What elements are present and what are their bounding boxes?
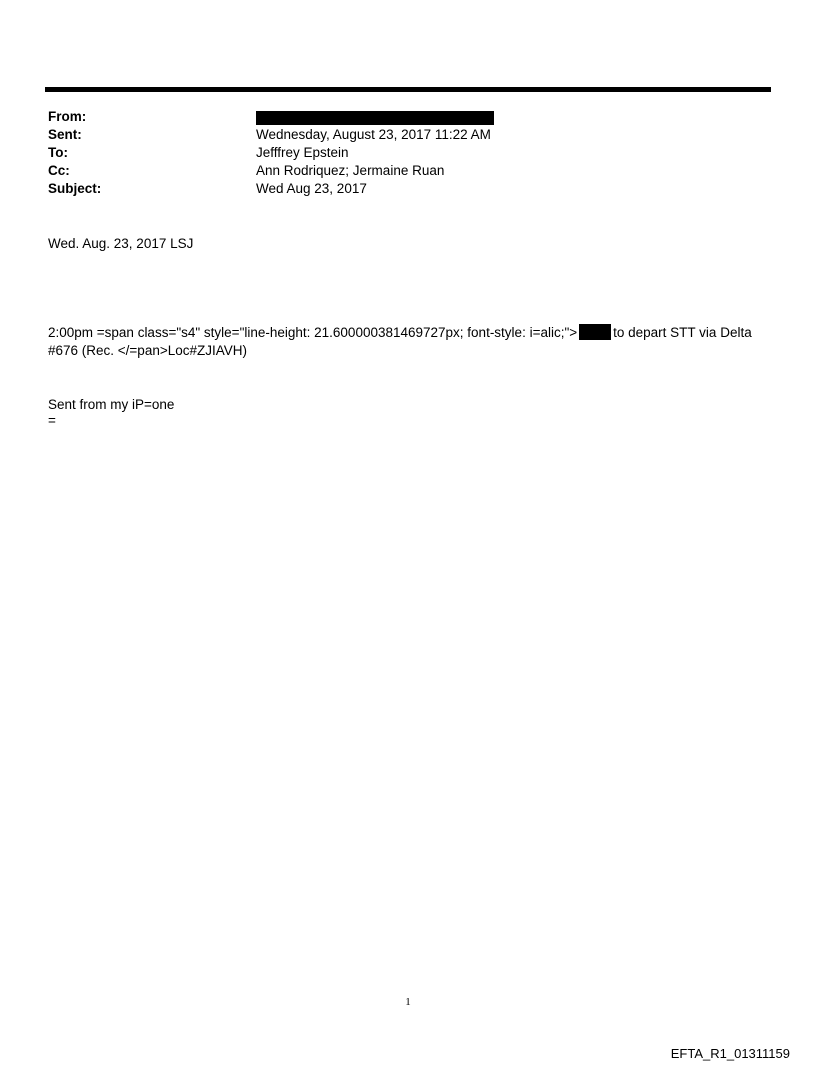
- subject-row: [48, 180, 768, 198]
- header-rule: [45, 87, 771, 92]
- signature-line: Sent from my iP=one: [48, 397, 175, 412]
- itinerary-line-1: [48, 324, 768, 342]
- bates-number: EFTA_R1_01311159: [670, 1046, 790, 1061]
- trailing-char: =: [48, 413, 56, 428]
- cc-row: [48, 162, 768, 180]
- redaction-block: [256, 111, 494, 125]
- to-label: To:: [48, 145, 68, 160]
- greeting-line: Wed. Aug. 23, 2017 LSJ: [48, 236, 194, 251]
- to-row: [48, 144, 768, 162]
- itinerary-line-2: #676 (Rec. </=pan>Loc#ZJIAVH): [48, 343, 247, 358]
- from-value: [256, 108, 494, 126]
- itinerary-line-1-end: to depart STT via Delta: [613, 325, 752, 340]
- cc-value: Ann Rodriquez; Jermaine Ruan: [256, 163, 445, 178]
- cc-label: Cc:: [48, 163, 70, 178]
- itinerary-line-1-start: 2:00pm =span class="s4" style="line-height: 21.600000381469727px; font-style: i=alic;">: [48, 325, 578, 340]
- itinerary-text: [48, 324, 768, 360]
- from-label: From:: [48, 109, 87, 124]
- page-number: 1: [405, 996, 411, 1008]
- sent-row: [48, 126, 768, 144]
- sent-label: Sent:: [48, 127, 82, 142]
- subject-label: Subject:: [48, 181, 102, 196]
- sent-value: Wednesday, August 23, 2017 11:22 AM: [256, 127, 491, 142]
- from-row: [48, 108, 768, 126]
- subject-value: Wed Aug 23, 2017: [256, 181, 367, 196]
- email-header: [48, 108, 768, 198]
- to-value: Jefffrey Epstein: [256, 145, 349, 160]
- redaction-block: [579, 324, 611, 340]
